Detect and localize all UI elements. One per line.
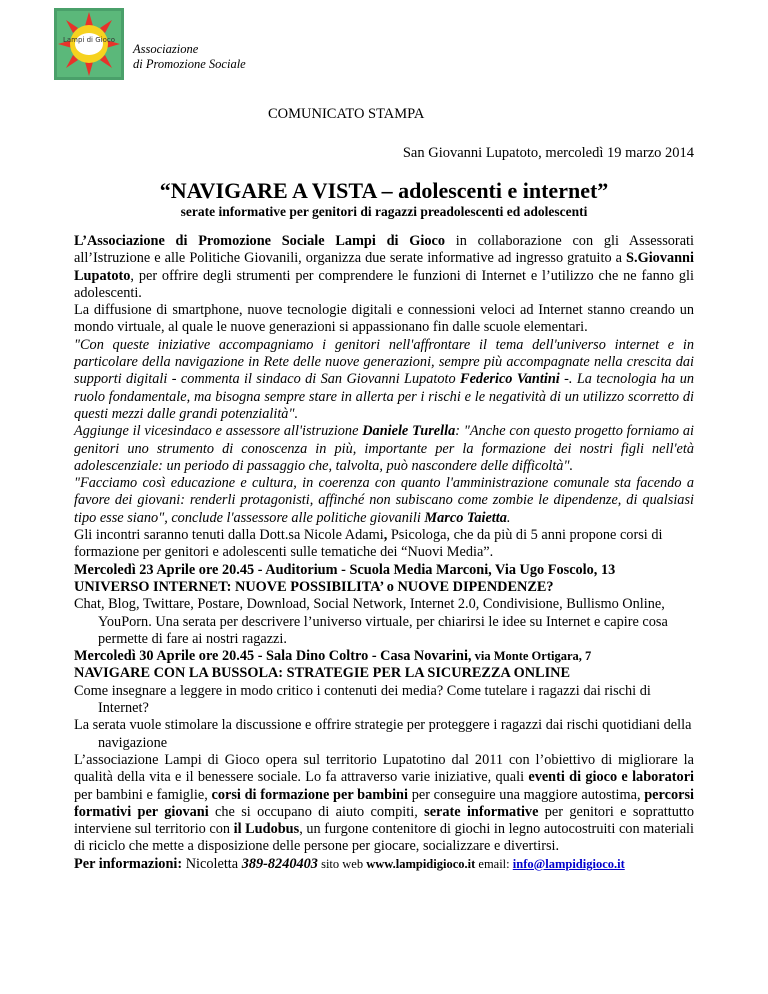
press-date: San Giovanni Lupatoto, mercoledì 19 marzo 2014 [402,145,694,161]
document-body [74,233,694,873]
event-2-description-2: La serata vuole stimolare la discussione e offrire strategie per proteggere i ragazzi dai rischi quotidiani della navigazione [74,717,692,751]
logo [54,8,124,80]
event-2-description-1: Come insegnare a leggere in modo critico i contenuti dei media? Come tutelare i ragazzi dai rischi di Internet? [74,682,651,717]
association-line-1: Associazione [133,42,199,56]
event-2-title: NAVIGARE CON LA BUSSOLA: STRATEGIE PER LA SICUREZZA ONLINE [74,665,571,682]
website-link[interactable]: www.lampidigioco.it [366,856,476,871]
paragraph-speaker: Gli incontri saranno tenuti dalla Dott.sa Nicole Adami, Psicologa, che da più di 5 anni propone corsi di formazione per genitori e adolescenti sulle tematiche dei “Nuovi Media”. [74,527,663,561]
paragraph-vicemayor-quote: Aggiunge il vicesindaco e assessore all'istruzione Daniele Turella: "Anche con questo progetto forniamo ai genitori uno strumento di conoscenza in più, importante per la formazione dei nostri figli nell'età adolescenziale: un periodo di passaggio che, talvolta, può nascondere delle difficoltà". [74,423,694,474]
paragraph-assessor-quote: "Facciamo così educazione e cultura, in coerenza con quanto l'amministrazione comunale sta facendo a favore dei giovani: renderli protagonisti, affinché non subiscano come zombie le dipendenze, di qualsiasi tipo esse siano", conclude l'assessore alle politiche giovanili Marco Taietta. [74,475,694,526]
paragraph-diffusion: La diffusione di smartphone, nuove tecnologie digitali e connessioni veloci ad Internet stanno creando un mondo virtuale, al quale le nuove generazioni si appassionano fin dalle scuole elementari. [74,302,694,336]
email-link[interactable]: info@lampidigioco.it [512,856,625,871]
paragraph-association: L’associazione Lampi di Gioco opera sul territorio Lupatotino dal 2011 con l’obiettivo di migliorare la qualità della vita e il benessere sociale. Lo fa attraverso varie iniziative, quali eventi di gioco e laboratori per bambini e famiglie, corsi di formazione per bambini per conseguire una maggiore autostima, percorsi formativi per giovani che si occupano di aiuto compiti, serate informative per genitori e soprattutto interviene sul territorio con il Ludobus, un furgone contenitore di giochi in legno autocostruiti con materiali di riciclo che mette a disposizione delle persone per giocare, socializzare e divertirsi. [74,751,695,855]
association-line-2: di Promozione Sociale [133,57,246,71]
event-1-title: UNIVERSO INTERNET: NUOVE POSSIBILITA’ o NUOVE DIPENDENZE? [74,578,554,595]
svg-text:Lampi di Gioco: Lampi di Gioco [62,36,116,44]
event-2-when: Mercoledì 30 Aprile ore 20.45 - Sala Dino Coltro - Casa Novarini, via Monte Ortigara, 7 [74,648,592,665]
event-1-description: Chat, Blog, Twittare, Postare, Download, Social Network, Internet 2.0, Condivisione, Bullismo Online, YouPorn. Una serata per descrivere l’universo virtuale, per chiarirsi le idee su Internet e capire cosa permette di fare ai nostri ragazzi. [74,596,668,647]
event-1-when: Mercoledì 23 Aprile ore 20.45 - Auditorium - Scuola Media Marconi, Via Ugo Foscolo, 13 [74,561,616,578]
paragraph-mayor-quote: "Con queste iniziative accompagniamo i genitori nell'affrontare il tema dell'universo internet e in particolare della navigazione in Rete delle nuove generazioni, sempre più accompagnate nella crescita dai supporti digitali - commenta il sindaco di San Giovanni Lupatoto Federico Vantini -. La tecnologia ha un ruolo fondamentale, ma bisogna sempre stare in allerta per i rischi e le negatività di un utilizzo scorretto di questi mezzi dalle grandi potenzialità". [74,336,694,422]
paragraph-intro: L’Associazione di Promozione Sociale Lampi di Gioco in collaborazione con gli Assessorati all’Istruzione e alle Politiche Giovanili, organizza due serate informative ad ingresso gratuito a S.Giovanni Lupatoto, per offrire degli strumenti per comprendere le funzioni di Internet e l’utilizzo che ne fanno gli adolescenti. [74,233,694,301]
phone-number: 389-8240403 [241,855,318,872]
contact-info: Per informazioni: Nicoletta 389-8240403 sito web www.lampidigioco.it email: info@lampidigioco.it [74,855,625,872]
page-subtitle: serate informative per genitori di ragazzi preadolescenti ed adolescenti [180,204,588,219]
association-label [133,42,246,72]
press-label: COMUNICATO STAMPA [268,106,425,122]
page-title: “NAVIGARE A VISTA – adolescenti e internet” [159,178,609,203]
